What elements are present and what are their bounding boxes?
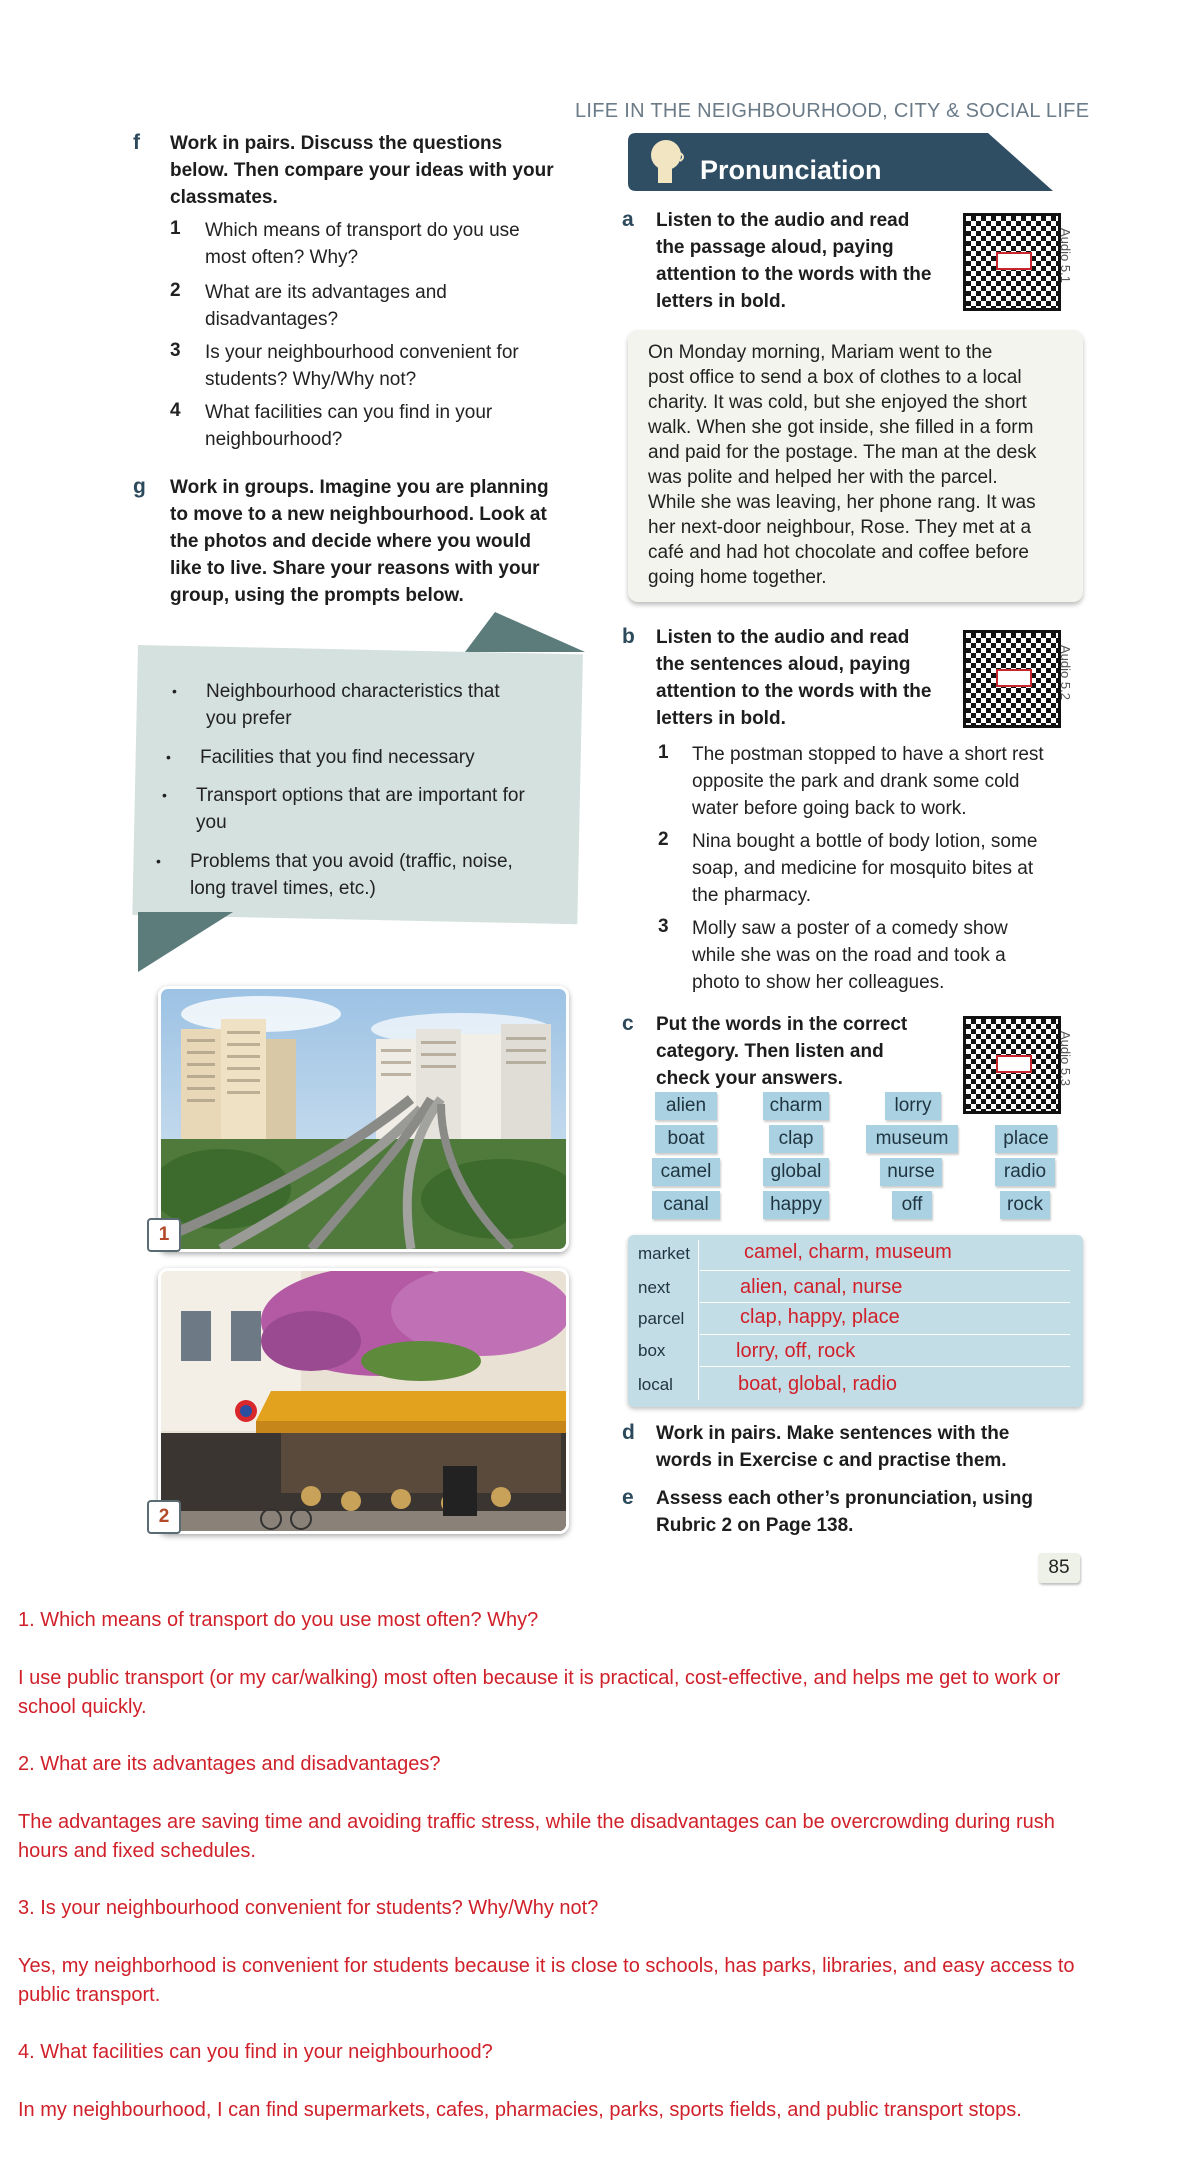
word-chip: alien — [655, 1092, 717, 1120]
instruction-line: Work in pairs. Discuss the questions — [170, 133, 503, 154]
category-answer: camel, charm, museum — [744, 1241, 952, 1263]
sentence-1 — [692, 741, 1092, 822]
section-f-instruction — [170, 130, 590, 211]
instruction-line: classmates. — [170, 187, 278, 208]
question-line: students? Why/Why not? — [205, 369, 417, 390]
passage-line: was polite and helped her with the parcel. — [648, 467, 998, 488]
question-line: Which means of transport do you use — [205, 220, 520, 241]
word-chip: canal — [652, 1191, 720, 1219]
question-number: 2 — [170, 280, 181, 301]
section-f-letter: f — [133, 131, 140, 154]
sentence-line: opposite the park and drank some cold — [692, 771, 1020, 792]
passage-line: and paid for the postage. The man at the desk — [648, 442, 1037, 463]
passage-line: While she was leaving, her phone rang. It was — [648, 492, 1036, 513]
question-line: Is your neighbourhood convenient for — [205, 342, 519, 363]
section-e-letter: e — [622, 1486, 634, 1509]
section-b-instruction — [656, 624, 956, 732]
passage-line: café and had hot chocolate and coffee before — [648, 542, 1030, 563]
answer-text: In my neighbourhood, I can find supermarkets, cafes, pharmacies, parks, sports fields, and public transport stops. — [18, 2099, 1022, 2121]
answer-question-2: 2. What are its advantages and disadvantages? — [18, 1753, 441, 1775]
instruction-line: to move to a new neighbourhood. Look at — [170, 504, 547, 525]
sentence-line: while she was on the road and took a — [692, 945, 1006, 966]
word-chip: museum — [866, 1125, 958, 1153]
question-1 — [205, 217, 585, 271]
cafe-illustration — [161, 1271, 566, 1531]
question-line: neighbourhood? — [205, 429, 343, 450]
word-chip: global — [763, 1158, 829, 1186]
word-chip: lorry — [885, 1092, 941, 1120]
instruction-line: Work in groups. Imagine you are planning — [170, 477, 549, 498]
bullet-icon: • — [172, 683, 177, 699]
photo-city — [158, 986, 569, 1252]
section-d-instruction — [656, 1420, 1096, 1474]
instruction-line: Work in pairs. Make sentences with the — [656, 1423, 1010, 1444]
word-chip: off — [892, 1191, 932, 1219]
page-number: 85 — [1038, 1553, 1080, 1583]
instruction-line: attention to the words with the — [656, 681, 932, 702]
table-line — [700, 1270, 1070, 1271]
instruction-line: letters in bold. — [656, 291, 786, 312]
question-number: 4 — [170, 400, 181, 421]
bullet-icon: • — [156, 853, 161, 869]
bullet-icon: • — [162, 787, 167, 803]
item-number: 2 — [658, 829, 669, 850]
category-answer: boat, global, radio — [738, 1373, 898, 1395]
instruction-line: letters in bold. — [656, 708, 786, 729]
passage-line: post office to send a box of clothes to a local — [648, 367, 1022, 388]
answer-text: Yes, my neighborhood is convenient for students because it is close to schools, has parks, libraries, and easy access to — [18, 1955, 1075, 1977]
photo-cafe — [158, 1268, 569, 1534]
audio-label: Audio 5.1 — [1058, 228, 1073, 283]
question-4 — [205, 399, 585, 453]
prompt-line: Neighbourhood characteristics that — [206, 681, 500, 702]
sentence-line: Nina bought a bottle of body lotion, some — [692, 831, 1038, 852]
instruction-line: Rubric 2 on Page 138. — [656, 1515, 854, 1536]
passage-line: going home together. — [648, 567, 827, 588]
table-divider — [698, 1240, 699, 1400]
instruction-line: check your answers. — [656, 1068, 843, 1089]
item-number: 3 — [658, 916, 669, 937]
question-line: What are its advantages and — [205, 282, 447, 303]
sentence-line: soap, and medicine for mosquito bites at — [692, 858, 1034, 879]
section-e-instruction — [656, 1485, 1096, 1539]
instruction-line: the passage aloud, paying — [656, 237, 894, 258]
category-key: market — [638, 1244, 690, 1263]
word-chip: rock — [1000, 1191, 1050, 1219]
category-key: box — [638, 1341, 666, 1360]
sentence-line: The postman stopped to have a short rest — [692, 744, 1044, 765]
question-number: 3 — [170, 340, 181, 361]
instruction-line: the sentences aloud, paying — [656, 654, 911, 675]
answer-text: The advantages are saving time and avoiding traffic stress, while the disadvantages can be overcrowding during rush — [18, 1811, 1055, 1833]
section-d-letter: d — [622, 1421, 635, 1444]
prompt-item — [162, 782, 572, 836]
city-illustration — [161, 989, 566, 1249]
word-chip: place — [995, 1125, 1057, 1153]
question-line: disadvantages? — [205, 309, 339, 330]
word-chip: nurse — [880, 1158, 942, 1186]
prompt-line: you prefer — [206, 708, 292, 729]
answer-text: school quickly. — [18, 1696, 147, 1718]
section-a-letter: a — [622, 208, 634, 231]
sentence-line: photo to show her colleagues. — [692, 972, 945, 993]
prompt-item — [166, 744, 566, 771]
sentence-line: the pharmacy. — [692, 885, 811, 906]
word-chip: charm — [763, 1092, 829, 1120]
passage-text — [648, 340, 1078, 590]
word-chip: radio — [995, 1158, 1055, 1186]
passage-line: On Monday morning, Mariam went to the — [648, 342, 993, 363]
section-g-letter: g — [133, 475, 146, 498]
instruction-line: attention to the words with the — [656, 264, 932, 285]
bubble-tail-bottom — [138, 912, 233, 972]
instruction-line: below. Then compare your ideas with your — [170, 160, 554, 181]
category-key: local — [638, 1375, 673, 1394]
section-b-letter: b — [622, 625, 635, 648]
passage-line: her next-door neighbour, Rose. They met at a — [648, 517, 1032, 538]
audio-label: Audio 5.3 — [1058, 1031, 1073, 1086]
prompt-line: Problems that you avoid (traffic, noise, — [190, 851, 513, 872]
sentence-2 — [692, 828, 1092, 909]
question-number: 1 — [170, 218, 181, 239]
instruction-line: Listen to the audio and read — [656, 210, 910, 231]
instruction-line: like to live. Share your reasons with your — [170, 558, 540, 579]
instruction-line: the photos and decide where you would — [170, 531, 532, 552]
question-line: most often? Why? — [205, 247, 359, 268]
word-chip: clap — [769, 1125, 823, 1153]
question-3 — [205, 339, 585, 393]
answer-text: I use public transport (or my car/walking) most often because it is practical, cost-effective, and helps me get to work or — [18, 1667, 1061, 1689]
table-line — [700, 1302, 1070, 1303]
answer-question-3: 3. Is your neighbourhood convenient for students? Why/Why not? — [18, 1897, 599, 1919]
page-header-title: LIFE IN THE NEIGHBOURHOOD, CITY & SOCIAL LIFE — [575, 100, 1090, 122]
item-number: 1 — [658, 742, 669, 763]
question-2 — [205, 279, 585, 333]
category-answer: clap, happy, place — [740, 1306, 900, 1328]
qr-code-audio-5-3[interactable] — [963, 1016, 1061, 1114]
instruction-line: group, using the prompts below. — [170, 585, 464, 606]
category-answer: lorry, off, rock — [736, 1340, 856, 1362]
qr-code-audio-5-2[interactable] — [963, 630, 1061, 728]
table-line — [700, 1334, 1070, 1335]
audio-label: Audio 5.2 — [1058, 645, 1073, 700]
sentence-line: water before going back to work. — [692, 798, 967, 819]
instruction-line: Listen to the audio and read — [656, 627, 910, 648]
section-g-instruction — [170, 474, 600, 609]
category-answer: alien, canal, nurse — [740, 1276, 903, 1298]
prompt-line: Facilities that you find necessary — [200, 747, 475, 768]
answer-question-1: 1. Which means of transport do you use most often? Why? — [18, 1609, 539, 1631]
sentence-3 — [692, 915, 1092, 996]
category-key: parcel — [638, 1309, 685, 1328]
section-c-instruction — [656, 1011, 956, 1092]
table-line — [700, 1366, 1070, 1367]
instruction-line: words in Exercise c and practise them. — [656, 1450, 1007, 1471]
qr-code-audio-5-1[interactable] — [963, 213, 1061, 311]
passage-line: charity. It was cold, but she enjoyed the short — [648, 392, 1027, 413]
prompt-item — [172, 678, 572, 732]
instruction-line: Put the words in the correct — [656, 1014, 908, 1035]
prompt-line: you — [196, 812, 227, 833]
question-line: What facilities can you find in your — [205, 402, 493, 423]
bubble-tail-top — [465, 612, 585, 652]
prompt-item — [156, 848, 566, 902]
section-c-letter: c — [622, 1012, 634, 1035]
photo-1-tag: 1 — [147, 1218, 181, 1252]
prompt-line: long travel times, etc.) — [190, 878, 376, 899]
answer-text: hours and fixed schedules. — [18, 1840, 256, 1862]
pronunciation-title: Pronunciation — [700, 155, 882, 185]
word-chip: happy — [763, 1191, 829, 1219]
instruction-line: Assess each other’s pronunciation, using — [656, 1488, 1033, 1509]
answer-question-4: 4. What facilities can you find in your neighbourhood? — [18, 2041, 493, 2063]
section-a-instruction — [656, 207, 956, 315]
category-key: next — [638, 1278, 671, 1297]
word-chip: boat — [655, 1125, 717, 1153]
prompt-line: Transport options that are important for — [196, 785, 525, 806]
sentence-line: Molly saw a poster of a comedy show — [692, 918, 1008, 939]
word-chip: camel — [652, 1158, 720, 1186]
photo-2-tag: 2 — [147, 1500, 181, 1534]
bullet-icon: • — [166, 749, 171, 765]
answer-text: public transport. — [18, 1984, 161, 2006]
passage-line: walk. When she got inside, she filled in a form — [648, 417, 1034, 438]
instruction-line: category. Then listen and — [656, 1041, 884, 1062]
